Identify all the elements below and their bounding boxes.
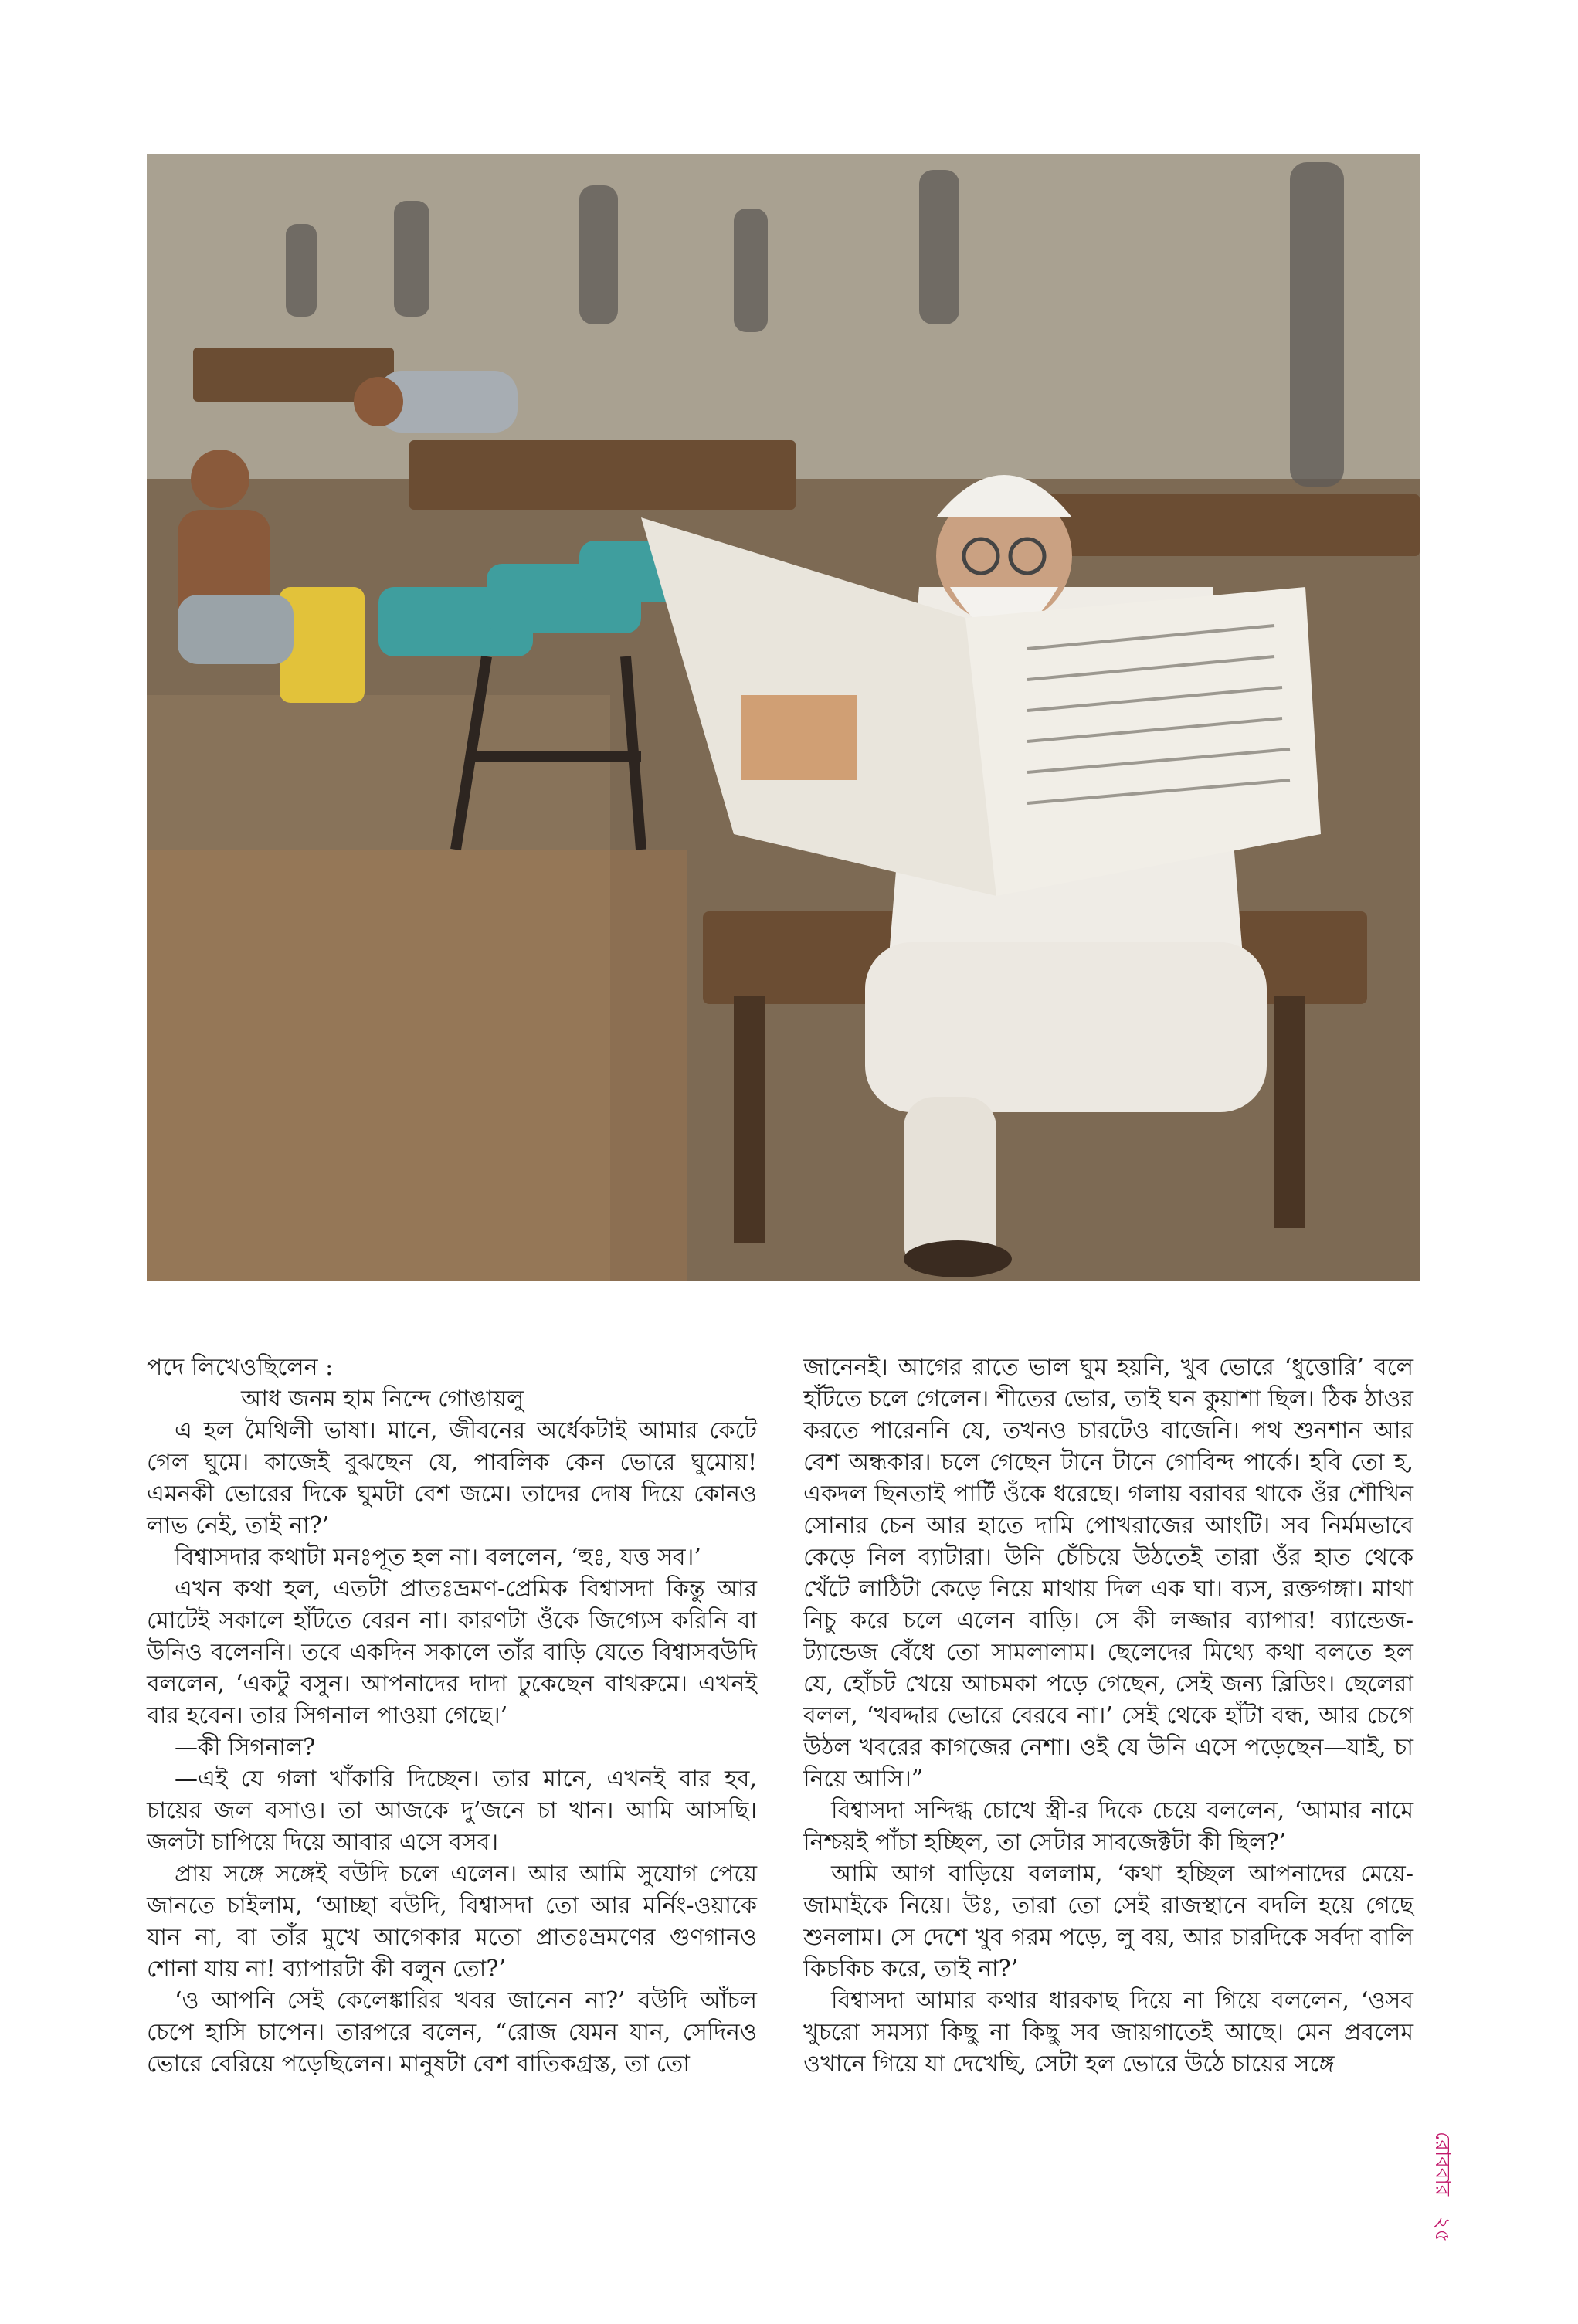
paragraph: প্রায় সঙ্গে সঙ্গেই বউদি চলে এলেন। আর আমি সুযোগ পেয়ে জানতে চাইলাম, ‘আচ্ছা বউদি, বিশ্বাসদা তো আর মর্নিং-ওয়াকে যান না, বা তাঁর মুখে আগেকার মতো প্রাতঃভ্রমণের গুণগানও শোনা যায় না! ব্যাপারটা কী বলুন তো?’ — [147, 1861, 757, 1983]
page-folio — [1427, 2132, 1458, 2263]
street-background — [147, 154, 1420, 479]
paragraph: ‘ও আপনি সেই কেলেঙ্কারির খবর জানেন না?’ বউদি আঁচল চেপে হাসি চাপেন। তারপরে বলেন, “রোজ যেমন যান, সেদিনও ভোরে বেরিয়ে পড়েছিলেন। মানুষটা বেশ বাতিকগ্রস্ত, তা তো — [147, 1987, 757, 2078]
magazine-name: রোববার — [1430, 2132, 1454, 2197]
paragraph: বিশ্বাসদার কথাটা মনঃপূত হল না। বললেন, ‘হুঃ, যত্ত সব।’ — [175, 1544, 701, 1571]
lead-line: পদে লিখেওছিলেন : — [147, 1354, 334, 1381]
light-wash — [147, 850, 687, 1281]
paragraph: এ হল মৈথিলী ভাষা। মানে, জীবনের অর্ধেকটাই আমার কেটে গেল ঘুমে। কাজেই বুঝছেন যে, পাবলিক কেন ভোরে ঘুমোয়! এমনকী ভোরের দিকে ঘুমটা বেশ জমে। তাদের দোষ দিয়ে কোনও লাভ নেই, তাই না?’ — [147, 1417, 757, 1539]
paragraph: আমি আগ বাড়িয়ে বললাম, ‘কথা হচ্ছিল আপনাদের মেয়ে-জামাইকে নিয়ে। উঃ, তারা তো সেই রাজস্থানে বদলি হয়ে গেছে শুনলাম। সে দেশে খুব গরম পড়ে, লু বয়, আর চারদিকে সর্বদা বালি কিচকিচ করে, তাই না?’ — [803, 1861, 1413, 1983]
verse-line: আধ জনম হাম নিন্দে গোঙায়লু — [241, 1386, 524, 1413]
paragraph: এখন কথা হল, এতটা প্রাতঃভ্রমণ-প্রেমিক বিশ্বাসদা কিন্তু আর মোটেই সকালে হাঁটতে বেরন না। কারণটা ওঁকে জিগ্যেস করিনি বা উনিও বলেননি। তবে একদিন সকালে তাঁর বাড়ি যেতে বিশ্বাসবউদি বললেন, ‘একটু বসুন। আপনাদের দাদা ঢুকেছেন বাথরুমে। এখনই বার হবেন। তার সিগনাল পাওয়া গেছে।’ — [147, 1576, 757, 1729]
paragraph: বিশ্বাসদা সন্দিগ্ধ চোখে স্ত্রী-র দিকে চেয়ে বললেন, ‘আমার নামে নিশ্চয়ই পাঁচা হচ্ছিল, তা সেটার সাবজেক্টটা কী ছিল?’ — [803, 1797, 1413, 1856]
continued-paragraph: জানেনই। আগের রাতে ভাল ঘুম হয়নি, খুব ভোরে ‘ধুত্তোরি’ বলে হাঁটতে চলে গেলেন। শীতের ভোর, তাই ঘন কুয়াশা ছিল। ঠিক ঠাওর করতে পারেননি যে, তখনও চারটেও বাজেনি। পথ শুনশান আর বেশ অন্ধকার। চলে গেছেন টানে টানে গোবিন্দ পার্কে। হবি তো হ, একদল ছিনতাই পার্টি ওঁকে ধরেছে। গলায় বরাবর থাকে ওঁর শৌখিন সোনার চেন আর হাতে দামি পোখরাজের আংটি। সব নির্মমভাবে কেড়ে নিল ব্যাটারা। উনি চেঁচিয়ে উঠতেই তারা ওঁর হাত থেকে খেঁটে লাঠিটা কেড়ে নিয়ে মাথায় দিল এক ঘা। ব্যস, রক্তগঙ্গা। মাথা নিচু করে চলে এলেন বাড়ি। সে কী লজ্জার ব্যাপার! ব্যান্ডেজ-ট্যান্ডেজ বেঁধে তো সামলালাম। ছেলেদের মিথ্যে কথা বলতে হল যে, হোঁচট খেয়ে আচমকা পড়ে গেছেন, সেই জন্য ব্লিডিং। ছেলেরা বলল, ‘খবদ্দার ভোরে বেরবে না।’ সেই থেকে হাঁটা বন্ধ, আর চেগে উঠল খবরের কাগজের নেশা। ওই যে উনি এসে পড়েছেন—যাই, চা নিয়ে আসি।” — [803, 1354, 1413, 1793]
paragraph: —এই যে গলা খাঁকারি দিচ্ছেন। তার মানে, এখনই বার হব, চায়ের জল বসাও। তা আজকে দু’জনে চা খান। আমি আসছি। জলটা চাপিয়ে দিয়ে আবার এসে বসব। — [147, 1766, 757, 1856]
page-number: ২৫ — [1430, 2216, 1454, 2243]
text-column-right — [803, 1352, 1413, 2080]
bending-man — [354, 371, 518, 433]
photo-illustration — [147, 154, 1420, 1281]
paragraph: —কী সিগনাল? — [175, 1734, 316, 1761]
text-column-left — [147, 1352, 757, 2080]
paragraph: বিশ্বাসদা আমার কথার ধারকাছ দিয়ে না গিয়ে বললেন, ‘ওসব খুচরো সমস্যা কিছু না কিছু সব জায়গাতেই আছে। মেন প্রবলেম ওখানে গিয়ে যা দেখেছি, সেটা হল ভোরে উঠে চায়ের সঙ্গে — [803, 1987, 1413, 2078]
newspaper-reader-photo — [147, 154, 1420, 1281]
